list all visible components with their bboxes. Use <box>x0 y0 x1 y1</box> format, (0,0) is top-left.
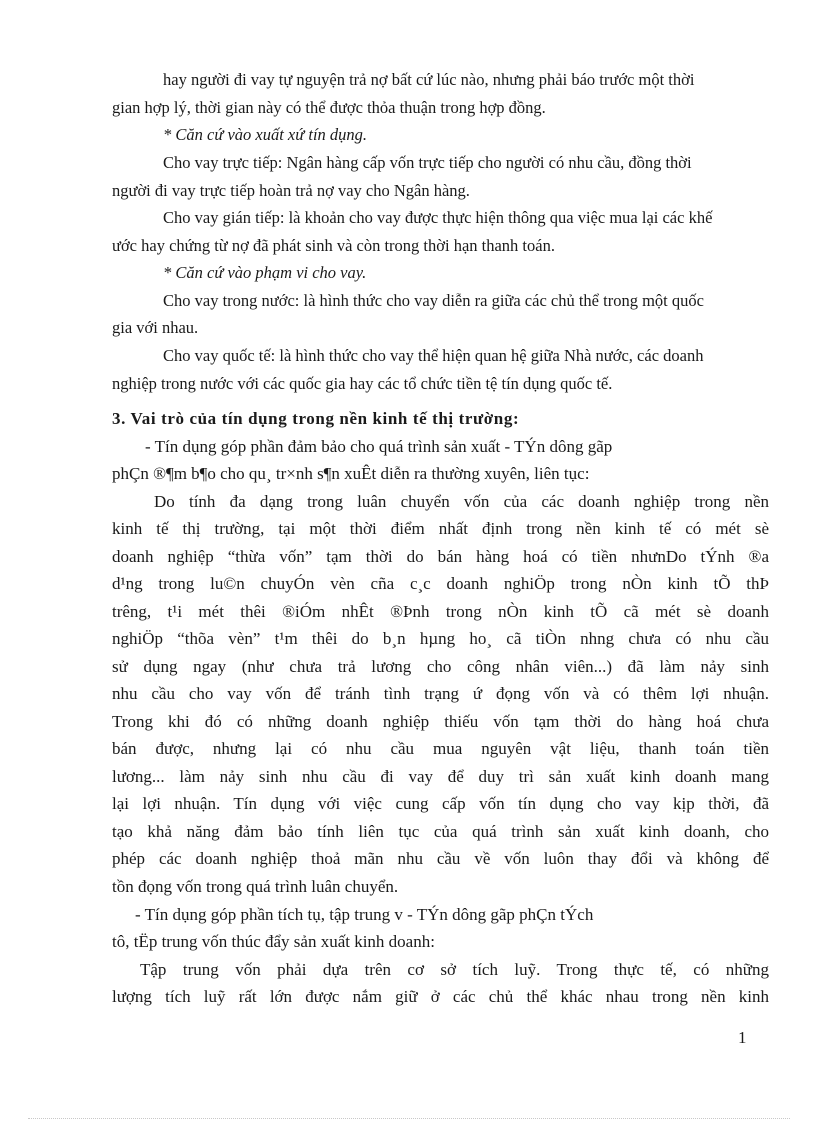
text-line: tạo khả năng đảm bảo tính liên tục của quá trình sản xuất kinh doanh, cho <box>112 822 769 841</box>
text-line: d¹ng trong lu©n chuyÓn vèn cña c¸c doanh nghiÖp trong nÒn kinh tÕ thÞ <box>112 574 769 593</box>
text-line: sử dụng ngay (như chưa trả lương cho công nhân viên...) đã làm nảy sinh <box>112 657 769 676</box>
text-line: Cho vay gián tiếp: là khoản cho vay được thực hiện thông qua việc mua lại các khế <box>163 208 713 227</box>
text-line: - Tín dụng góp phần tích tụ, tập trung v - TÝn dông gãp phÇn tÝch <box>135 905 594 924</box>
text-line: hay người đi vay tự nguyện trả nợ bất cứ lúc nào, nhưng phải báo trước một thời <box>163 70 695 89</box>
text-line: Cho vay trực tiếp: Ngân hàng cấp vốn trực tiếp cho người có nhu cầu, đồng thời <box>163 153 692 172</box>
text-line: tô, tËp trung vốn thúc đẩy sản xuất kinh doanh: <box>112 932 435 951</box>
text-line: gia với nhau. <box>112 318 199 337</box>
text-line: gian hợp lý, thời gian này có thể được thỏa thuận trong hợp đồng. <box>112 98 546 117</box>
subheading-text: * Căn cứ vào xuất xứ tín dụng. <box>163 125 368 144</box>
text-line: lượng tích luỹ rất lớn được nắm giữ ở các chủ thể khác nhau trong nền kinh <box>112 987 769 1006</box>
text-line: Tập trung vốn phải dựa trên cơ sở tích luỹ. Trong thực tế, có những <box>140 960 769 979</box>
text-line: phép các doanh nghiệp thoả mãn nhu cầu về vốn luôn thay đổi và không để <box>112 849 769 868</box>
text-line: Cho vay trong nước: là hình thức cho vay diễn ra giữa các chủ thể trong một quốc <box>163 291 704 310</box>
text-line: trêng, t¹i mét thêi ®iÓm nhÊt ®Þnh trong nÒn kinh tÕ cã mét sè doanh <box>112 602 769 621</box>
text-line: ước hay chứng từ nợ đã phát sinh và còn trong thời hạn thanh toán. <box>112 236 555 255</box>
text-line: phÇn ®¶m b¶o cho qu¸ tr×nh s¶n xuÊt diễn ra thường xuyên, liên tục: <box>112 464 590 483</box>
subheading: * Căn cứ vào phạm vi cho vay. <box>163 263 367 282</box>
text-line: - Tín dụng góp phần đảm bảo cho quá trình sản xuất - TÝn dông gãp <box>145 437 613 456</box>
text-line: Trong khi đó có những doanh nghiệp thiếu vốn tạm thời do hàng hoá chưa <box>112 712 769 731</box>
text-line: Cho vay quốc tế: là hình thức cho vay thể hiện quan hệ giữa Nhà nước, các doanh <box>163 346 704 365</box>
text-line: kinh tế thị trường, tại một thời điểm nhất định trong nền kinh tế có mét sè <box>112 519 769 538</box>
text-line: nghiÖp “thõa vèn” t¹m thêi do b¸n hµng ho¸ cã tiÒn nhng chưa có nhu cầu <box>112 629 769 648</box>
text-line: lại lợi nhuận. Tín dụng với việc cung cấp vốn tín dụng cho vay kịp thời, đã <box>112 794 769 813</box>
subheading <box>163 125 367 145</box>
section-heading: 3. Vai trò của tín dụng trong nền kinh tế thị trường: <box>112 409 520 428</box>
text-line: người đi vay trực tiếp hoàn trả nợ vay cho Ngân hàng. <box>112 181 470 200</box>
page-number: 1 <box>738 1028 747 1047</box>
footer-divider <box>28 1118 790 1119</box>
text-line: nhu cầu cho vay vốn để tránh tình trạng ứ đọng vốn và có thêm lợi nhuận. <box>112 684 769 703</box>
text-line: bán được, nhưng lại có nhu cầu mua nguyên vật liệu, thanh toán tiền <box>112 739 769 758</box>
text-line: Do tính đa dạng trong luân chuyển vốn của các doanh nghiệp trong nền <box>154 492 769 511</box>
text-line: doanh nghiệp “thừa vốn” tạm thời do bán hàng hoá có tiền nhưnDo tÝnh ®a <box>112 547 769 566</box>
text-line: tồn đọng vốn trong quá trình luân chuyển. <box>112 877 399 896</box>
text-line: lương... làm nảy sinh nhu cầu đi vay để duy trì sản xuất kinh doanh mang <box>112 767 769 786</box>
text-line: nghiệp trong nước với các quốc gia hay các tổ chức tiền tệ tín dụng quốc tế. <box>112 374 613 393</box>
